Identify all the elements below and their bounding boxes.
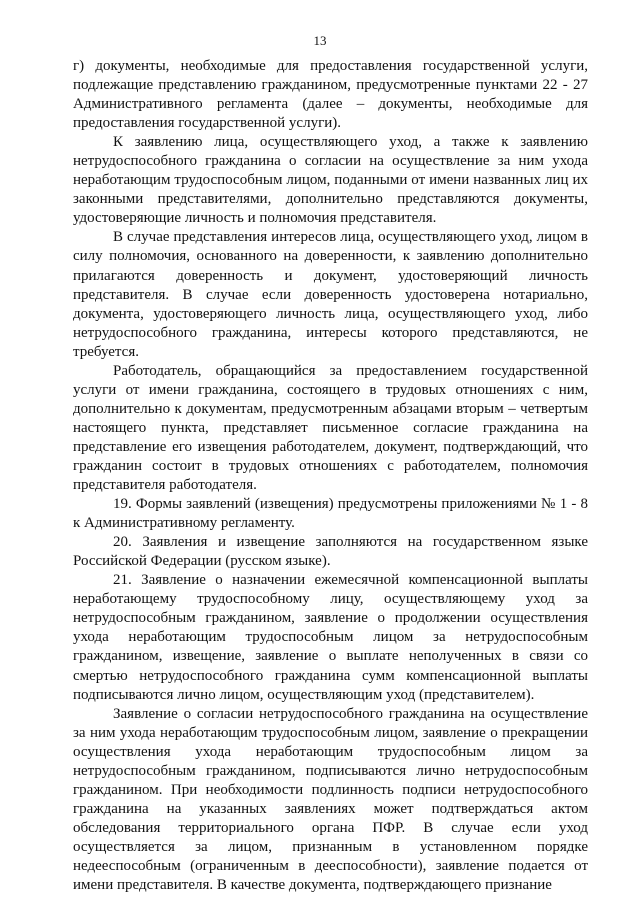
- paragraph-employer: Работодатель, обращающийся за предоставлением государственной услуги от имени гражданина, состоящего в трудовых отношениях с ним, дополнительно к документам, предусмотренным абзацами вторым – четвертым настоящего пункта, представляет письменное согласие гражданина на представление его извещения работодателем, документ, подтверждающий, что гражданин состоит в трудовых отношениях с работодателем, полномочия представителя работодателя.: [73, 362, 588, 494]
- paragraph-legal-representatives: К заявлению лица, осуществляющего уход, а также к заявлению нетрудоспособного гражданина о согласии на осуществление за ним ухода неработающим трудоспособным лицом, поданными от имени названных лиц их законными представителями, дополнительно представляются документы, удостоверяющие личность и полномочия представителя.: [73, 134, 588, 227]
- paragraph-clause-20: 20. Заявления и извещение заполняются на государственном языке Российской Федерации (русском языке).: [73, 534, 588, 570]
- page-number: 13: [313, 33, 327, 48]
- paragraph-clause-21: 21. Заявление о назначении ежемесячной компенсационной выплаты неработающему трудоспособному лицу, осуществляющему уход за нетрудоспособным гражданином, заявление о продолжении осуществления ухода неработающим трудоспособным лицом за нетрудоспособным гражданином, извещение, заявление о выплате неполученных в связи со смертью нетрудоспособного гражданина сумм компенсационной выплаты подписываются лично лицом, осуществляющим уход (представителем).: [73, 572, 588, 703]
- paragraph-clause-19: 19. Формы заявлений (извещения) предусмотрены приложениями № 1 - 8 к Административному регламенту.: [73, 496, 588, 532]
- paragraph-consent-statement: Заявление о согласии нетрудоспособного гражданина на осуществление за ним ухода неработающим трудоспособным лицом, заявление о прекращении осуществления ухода неработающим трудоспособным лицом за нетрудоспособным гражданином, подписываются лично нетрудоспособным гражданином. При необходимости подлинность подписи нетрудоспособного гражданина на указанных заявлениях может подтверждаться актом обследования территориального органа ПФР. В случае если уход осуществляется за лицом, признанным в установленном порядке недееспособным (ограниченным в дееспособности), заявление подается от имени представителя. В качестве документа, подтверждающего признание: [73, 705, 588, 894]
- paragraph-power-of-attorney: В случае представления интересов лица, осуществляющего уход, лицом в силу полномочия, основанного на доверенности, к заявлению дополнительно прилагаются доверенность и документ, удостоверяющий личность представителя. В случае если доверенность удостоверена нотариально, документа, удостоверяющего личность лица, осуществляющего уход, либо нетрудоспособного гражданина, интересы которого представляются, не требуется.: [73, 229, 588, 360]
- document-body: [73, 57, 588, 895]
- paragraph-documents-list: г) документы, необходимые для предоставления государственной услуги, подлежащие представлению гражданином, предусмотренные пунктами 22 - 27 Административного регламента (далее – документы, необходимые для предоставления государственной услуги).: [73, 58, 588, 132]
